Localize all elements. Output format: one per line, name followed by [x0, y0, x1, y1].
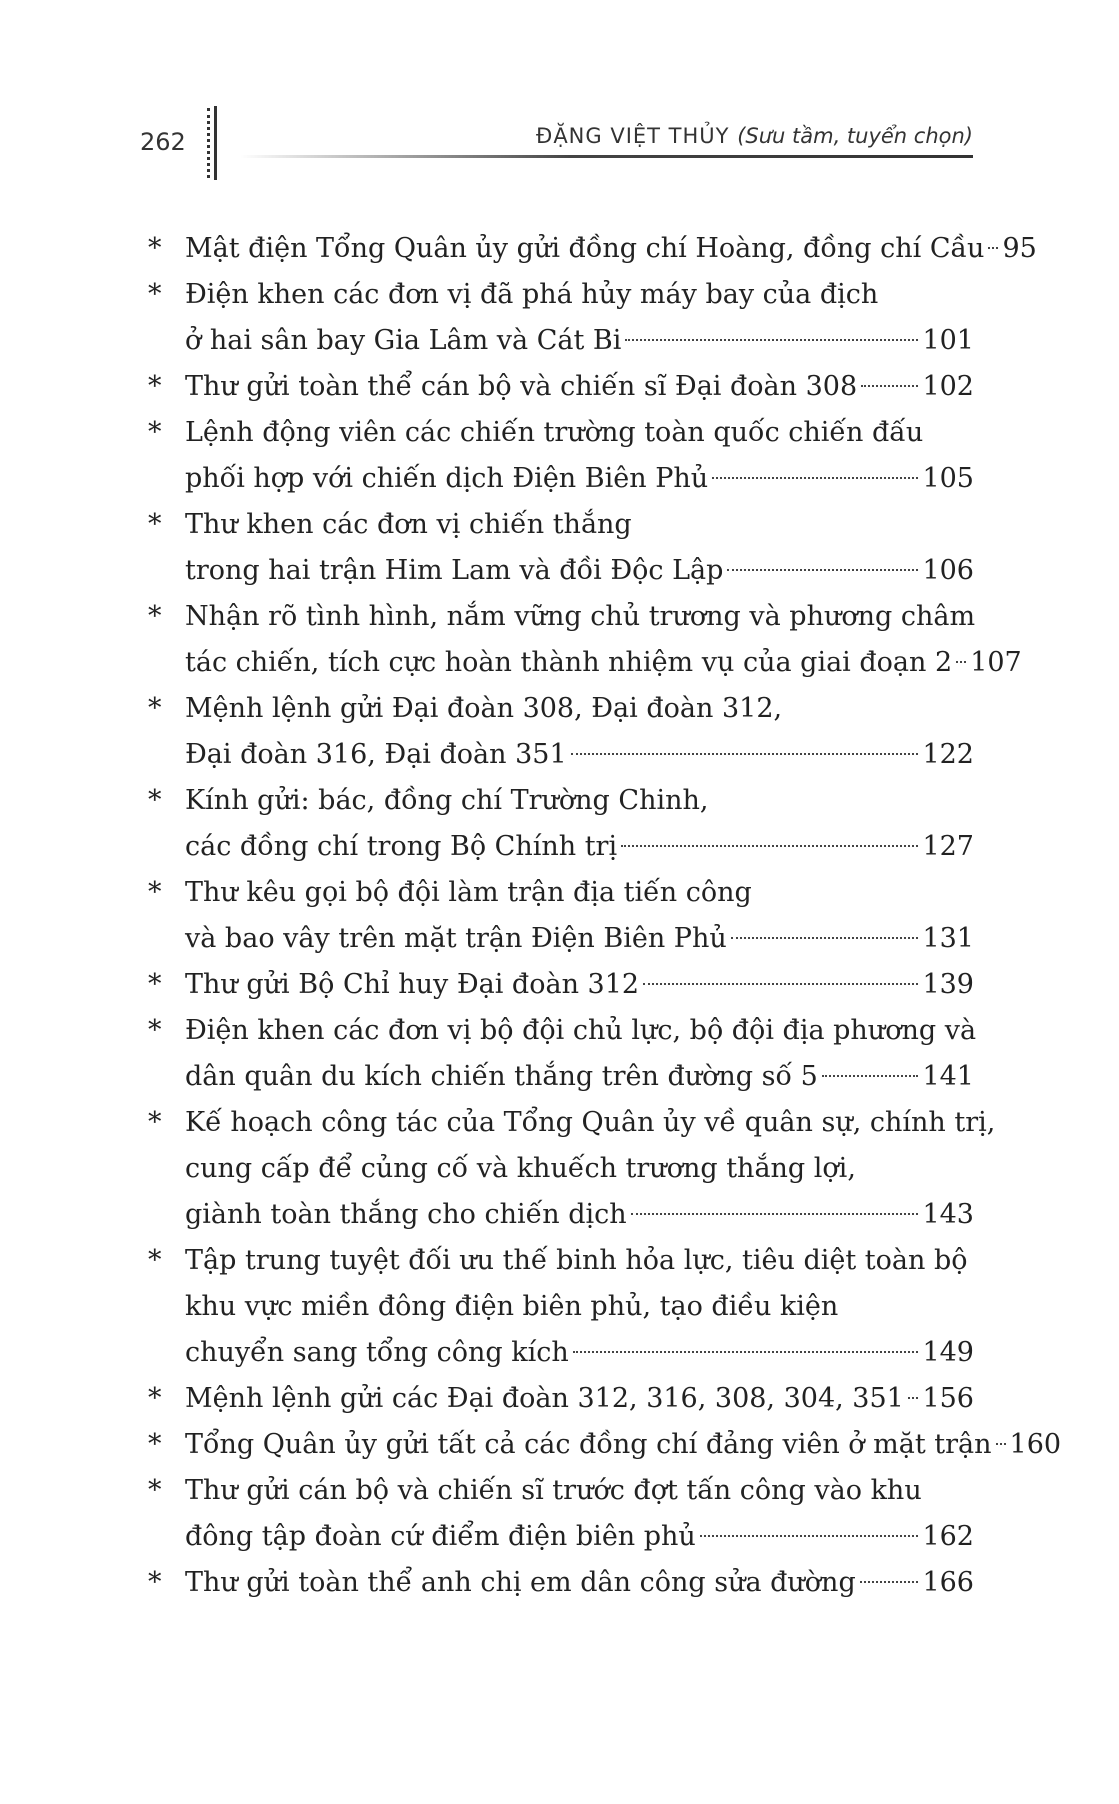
toc-entry-page-number: 156 [922, 1383, 974, 1414]
bullet-asterisk: * [148, 601, 162, 632]
toc-entry-title-line: đông tập đoàn cứ điểm điện biên phủ [185, 1521, 696, 1552]
toc-entry-title-line: Thư gửi cán bộ và chiến sĩ trước đợt tấn công vào khu [185, 1475, 922, 1506]
dot-leader [712, 477, 918, 479]
toc-entry-final-line [185, 226, 1037, 272]
dot-leader [700, 1535, 919, 1537]
toc-entry-page-number: 143 [922, 1199, 974, 1230]
dot-leader [860, 1581, 919, 1583]
toc-entry-final-line [185, 548, 974, 594]
bullet-asterisk: * [148, 1245, 162, 1276]
toc-entry [148, 502, 974, 594]
toc-entry-title-line: Kính gửi: bác, đồng chí Trường Chinh, [185, 785, 709, 816]
toc-entry-final-line [185, 640, 1022, 686]
toc-entry-final-line [185, 732, 974, 778]
header-dotted-divider [207, 108, 213, 178]
toc-entry-title-line: các đồng chí trong Bộ Chính trị [185, 831, 618, 862]
toc-entry [148, 1008, 977, 1100]
toc-entry [148, 1468, 974, 1560]
toc-entry [148, 1422, 1062, 1468]
toc-entry [148, 1238, 974, 1376]
dot-leader [621, 845, 918, 847]
toc-entry-title-line: và bao vây trên mặt trận Điện Biên Phủ [185, 923, 727, 954]
bullet-asterisk: * [148, 785, 162, 816]
toc-entry [148, 1376, 974, 1422]
toc-entry-title-line: Mệnh lệnh gửi các Đại đoàn 312, 316, 308, 304, 351 [185, 1383, 904, 1414]
toc-entry [148, 272, 974, 364]
toc-entry-title-line: khu vực miền đông điện biên phủ, tạo điều kiện [185, 1291, 839, 1322]
toc-entry-title-line: Lệnh động viên các chiến trường toàn quốc chiến đấu [185, 417, 924, 448]
table-of-contents [148, 226, 1062, 1606]
toc-entry-page-number: 162 [922, 1521, 974, 1552]
toc-entry-title-line: Thư gửi toàn thể cán bộ và chiến sĩ Đại đoàn 308 [185, 371, 858, 402]
toc-entry-title-line: Mật điện Tổng Quân ủy gửi đồng chí Hoàng, đồng chí Cầu [185, 233, 985, 264]
bullet-asterisk: * [148, 371, 162, 402]
toc-entry-final-line [185, 1514, 974, 1560]
toc-entry [148, 410, 974, 502]
toc-entry-title-line: ở hai sân bay Gia Lâm và Cát Bi [185, 325, 622, 356]
toc-entry [148, 226, 1037, 272]
toc-entry-title-line: Điện khen các đơn vị bộ đội chủ lực, bộ đội địa phương và [185, 1015, 977, 1046]
toc-entry-title-line: Thư khen các đơn vị chiến thắng [185, 509, 632, 540]
toc-entry-final-line [185, 318, 974, 364]
toc-entry-final-line [185, 1560, 974, 1606]
dot-leader [631, 1213, 919, 1215]
toc-entry-title-line: phối hợp với chiến dịch Điện Biên Phủ [185, 463, 709, 494]
toc-entry-final-line [185, 1330, 974, 1376]
bullet-asterisk: * [148, 693, 162, 724]
toc-entry [148, 364, 974, 410]
bullet-asterisk: * [148, 969, 162, 1000]
toc-entry-title-line: dân quân du kích chiến thắng trên đường số 5 [185, 1061, 818, 1092]
dot-leader [822, 1075, 919, 1077]
dot-leader [908, 1397, 919, 1399]
toc-entry-final-line [185, 962, 974, 1008]
toc-entry-page-number: 107 [970, 647, 1022, 678]
toc-entry-final-line [185, 1192, 974, 1238]
toc-entry [148, 1560, 974, 1606]
toc-entry-page-number: 149 [922, 1337, 974, 1368]
dot-leader [625, 339, 918, 341]
toc-entry-title-line: giành toàn thắng cho chiến dịch [185, 1199, 627, 1230]
toc-entry-page-number: 105 [922, 463, 974, 494]
toc-entry-page-number: 95 [1002, 233, 1037, 264]
toc-entry-title-line: Tổng Quân ủy gửi tất cả các đồng chí đảng viên ở mặt trận [185, 1429, 992, 1460]
bullet-asterisk: * [148, 1429, 162, 1460]
toc-entry [148, 1100, 996, 1238]
toc-entry-title-line: Mệnh lệnh gửi Đại đoàn 308, Đại đoàn 312, [185, 693, 783, 724]
toc-entry-title-line: Điện khen các đơn vị đã phá hủy máy bay của địch [185, 279, 879, 310]
bullet-asterisk: * [148, 1383, 162, 1414]
toc-entry-title-line: cung cấp để củng cố và khuếch trương thắng lợi, [185, 1153, 856, 1184]
toc-entry-title-line: chuyển sang tổng công kích [185, 1337, 569, 1368]
toc-entry-title-line: Thư kêu gọi bộ đội làm trận địa tiến công [185, 877, 752, 908]
toc-entry [148, 870, 974, 962]
bullet-asterisk: * [148, 1567, 162, 1598]
toc-entry-page-number: 106 [922, 555, 974, 586]
toc-entry-title-line: Nhận rõ tình hình, nắm vững chủ trương và phương châm [185, 601, 976, 632]
dot-leader [861, 385, 918, 387]
toc-entry-page-number: 141 [922, 1061, 974, 1092]
toc-entry-final-line [185, 916, 974, 962]
toc-entry-final-line [185, 1422, 1062, 1468]
dot-leader [731, 937, 919, 939]
header-author: ĐẶNG VIỆT THỦY [536, 124, 730, 148]
toc-entry-title-line: Thư gửi toàn thể anh chị em dân công sửa đường [185, 1567, 856, 1598]
toc-entry-title-line: Kế hoạch công tác của Tổng Quân ủy về quân sự, chính trị, [185, 1107, 996, 1138]
toc-entry-page-number: 102 [922, 371, 974, 402]
header-vertical-rule [214, 106, 217, 180]
dot-leader [571, 753, 919, 755]
toc-entry-page-number: 122 [922, 739, 974, 770]
page-number: 262 [140, 128, 186, 156]
dot-leader [988, 247, 998, 249]
toc-entry-page-number: 160 [1009, 1429, 1062, 1460]
dot-leader [956, 661, 966, 663]
toc-entry-final-line [185, 1054, 974, 1100]
bullet-asterisk: * [148, 1107, 162, 1138]
toc-entry-final-line [185, 824, 974, 870]
dot-leader [643, 983, 918, 985]
toc-entry-final-line [185, 1376, 974, 1422]
toc-entry-page-number: 139 [922, 969, 974, 1000]
toc-entry [148, 778, 974, 870]
dot-leader [727, 569, 918, 571]
toc-entry-final-line [185, 456, 974, 502]
toc-entry-title-line: tác chiến, tích cực hoàn thành nhiệm vụ của giai đoạn 2 [185, 647, 953, 678]
bullet-asterisk: * [148, 417, 162, 448]
toc-entry-final-line [185, 364, 974, 410]
bullet-asterisk: * [148, 233, 162, 264]
header-subtitle: (Sưu tầm, tuyển chọn) [737, 124, 973, 148]
toc-entry-page-number: 131 [922, 923, 974, 954]
toc-entry-title-line: Tập trung tuyệt đối ưu thế binh hỏa lực, tiêu diệt toàn bộ [185, 1245, 968, 1276]
toc-entry-title-line: Thư gửi Bộ Chỉ huy Đại đoàn 312 [185, 969, 640, 1000]
bullet-asterisk: * [148, 877, 162, 908]
toc-entry-title-line: trong hai trận Him Lam và đồi Độc Lập [185, 555, 724, 586]
bullet-asterisk: * [148, 1475, 162, 1506]
dot-leader [573, 1351, 919, 1353]
toc-entry-page-number: 166 [922, 1567, 974, 1598]
toc-entry [148, 686, 974, 778]
dot-leader [996, 1443, 1006, 1445]
toc-entry [148, 962, 974, 1008]
toc-entry-page-number: 127 [922, 831, 974, 862]
bullet-asterisk: * [148, 1015, 162, 1046]
bullet-asterisk: * [148, 509, 162, 540]
toc-entry [148, 594, 1022, 686]
running-header [536, 124, 973, 148]
toc-entry-title-line: Đại đoàn 316, Đại đoàn 351 [185, 739, 567, 770]
header-rule [240, 155, 973, 158]
toc-entry-page-number: 101 [922, 325, 974, 356]
bullet-asterisk: * [148, 279, 162, 310]
